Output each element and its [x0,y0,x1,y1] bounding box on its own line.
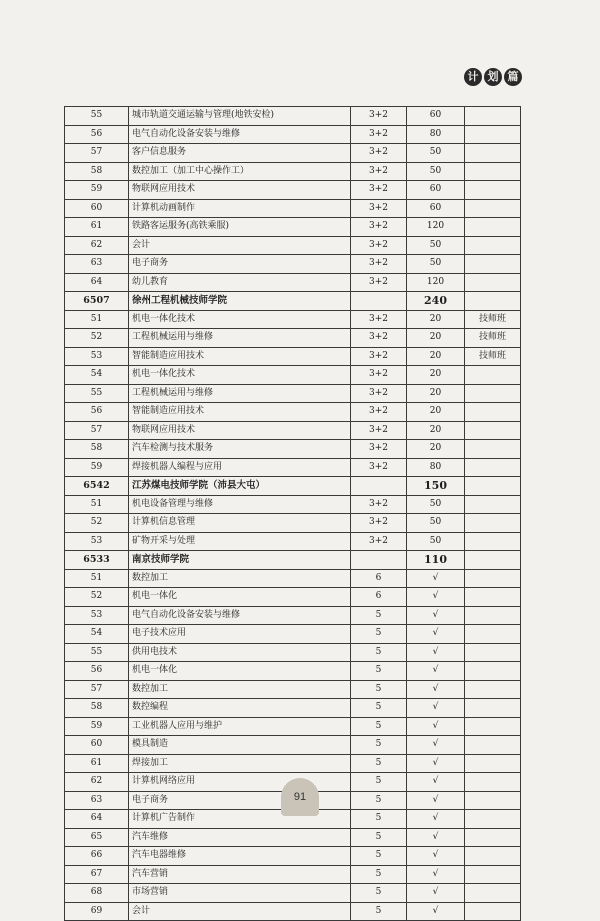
system-cell: 5 [351,773,407,792]
quota-cell: √ [407,810,465,829]
system-cell: 3+2 [351,495,407,514]
note-cell [465,551,521,570]
code-cell: 58 [65,440,129,459]
name-cell: 幼儿教育 [129,273,351,292]
system-cell: 3+2 [351,440,407,459]
system-cell: 5 [351,717,407,736]
quota-cell: 50 [407,236,465,255]
code-cell: 56 [65,403,129,422]
quota-cell: √ [407,717,465,736]
system-cell: 5 [351,625,407,644]
table-row [65,218,521,237]
system-cell: 3+2 [351,421,407,440]
quota-cell: √ [407,828,465,847]
code-cell: 59 [65,181,129,200]
table-row [65,902,521,921]
code-cell: 69 [65,902,129,921]
school-row [65,551,521,570]
system-cell [351,551,407,570]
quota-cell: 60 [407,181,465,200]
note-cell [465,643,521,662]
code-cell: 52 [65,588,129,607]
badge-char: 划 [484,68,502,86]
code-cell: 6533 [65,551,129,570]
name-cell: 焊接加工 [129,754,351,773]
note-cell [465,236,521,255]
name-cell: 汽车营销 [129,865,351,884]
code-cell: 63 [65,791,129,810]
system-cell: 3+2 [351,403,407,422]
code-cell: 67 [65,865,129,884]
code-cell: 60 [65,736,129,755]
table-row [65,884,521,903]
name-cell: 供用电技术 [129,643,351,662]
table-row [65,606,521,625]
name-cell: 工业机器人应用与维护 [129,717,351,736]
table-row [65,569,521,588]
name-cell: 计算机网络应用 [129,773,351,792]
code-cell: 6542 [65,477,129,496]
system-cell: 3+2 [351,255,407,274]
code-cell: 54 [65,625,129,644]
system-cell: 3+2 [351,273,407,292]
note-cell [465,218,521,237]
system-cell: 3+2 [351,458,407,477]
name-cell: 汽车检测与技术服务 [129,440,351,459]
note-cell [465,273,521,292]
quota-cell: 50 [407,144,465,163]
quota-cell: 20 [407,384,465,403]
code-cell: 51 [65,310,129,329]
system-cell: 5 [351,828,407,847]
quota-cell: 20 [407,440,465,459]
table-row [65,699,521,718]
section-badge [462,64,524,90]
note-cell: 技师班 [465,347,521,366]
system-cell: 3+2 [351,181,407,200]
table-row [65,310,521,329]
name-cell: 工程机械运用与维修 [129,384,351,403]
system-cell: 5 [351,847,407,866]
quota-cell: √ [407,865,465,884]
quota-cell: 50 [407,255,465,274]
quota-cell: √ [407,773,465,792]
note-cell [465,754,521,773]
code-cell: 58 [65,162,129,181]
name-cell: 机电一体化技术 [129,366,351,385]
system-cell: 5 [351,736,407,755]
table-row [65,366,521,385]
quota-cell: 20 [407,403,465,422]
table-row [65,847,521,866]
name-cell: 机电一体化技术 [129,310,351,329]
system-cell: 3+2 [351,384,407,403]
table-row [65,107,521,126]
quota-cell: √ [407,643,465,662]
table-row [65,199,521,218]
system-cell [351,477,407,496]
quota-cell: √ [407,662,465,681]
note-cell [465,366,521,385]
quota-cell: √ [407,699,465,718]
quota-cell: 80 [407,458,465,477]
note-cell [465,514,521,533]
system-cell: 3+2 [351,347,407,366]
quota-cell: 20 [407,310,465,329]
table-row [65,347,521,366]
quota-cell: 20 [407,366,465,385]
table-row [65,495,521,514]
quota-cell: 50 [407,514,465,533]
code-cell: 62 [65,236,129,255]
note-cell [465,458,521,477]
school-row [65,292,521,311]
note-cell [465,199,521,218]
quota-cell: √ [407,884,465,903]
name-cell: 焊接机器人编程与应用 [129,458,351,477]
system-cell: 3+2 [351,125,407,144]
note-cell [465,144,521,163]
quota-cell: 60 [407,199,465,218]
table-row [65,625,521,644]
name-cell: 物联网应用技术 [129,421,351,440]
quota-cell: 50 [407,162,465,181]
system-cell: 5 [351,902,407,921]
code-cell: 6507 [65,292,129,311]
note-cell [465,606,521,625]
code-cell: 64 [65,273,129,292]
table-row [65,403,521,422]
code-cell: 61 [65,754,129,773]
table-row [65,181,521,200]
quota-cell: 60 [407,107,465,126]
code-cell: 59 [65,717,129,736]
name-cell: 模具制造 [129,736,351,755]
note-cell [465,292,521,311]
table-row [65,717,521,736]
code-cell: 58 [65,699,129,718]
quota-cell: √ [407,680,465,699]
system-cell: 3+2 [351,366,407,385]
code-cell: 56 [65,125,129,144]
note-cell [465,384,521,403]
code-cell: 55 [65,384,129,403]
note-cell [465,717,521,736]
quota-cell: 20 [407,421,465,440]
name-cell: 工程机械运用与维修 [129,329,351,348]
table-row [65,736,521,755]
quota-cell: √ [407,588,465,607]
system-cell: 3+2 [351,107,407,126]
table-row [65,162,521,181]
note-cell [465,162,521,181]
badge-char: 篇 [504,68,522,86]
note-cell [465,255,521,274]
note-cell [465,699,521,718]
table-row [65,588,521,607]
table-row [65,329,521,348]
system-cell: 3+2 [351,310,407,329]
code-cell: 54 [65,366,129,385]
quota-cell: √ [407,902,465,921]
name-cell: 数控加工 [129,569,351,588]
note-cell: 技师班 [465,310,521,329]
note-cell [465,403,521,422]
code-cell: 65 [65,828,129,847]
code-cell: 66 [65,847,129,866]
system-cell: 5 [351,884,407,903]
system-cell [351,292,407,311]
name-cell: 矿物开采与处理 [129,532,351,551]
code-cell: 53 [65,347,129,366]
name-cell: 数控加工（加工中心操作工） [129,162,351,181]
quota-cell: 120 [407,273,465,292]
note-cell [465,495,521,514]
code-cell: 55 [65,643,129,662]
code-cell: 56 [65,662,129,681]
name-cell: 智能制造应用技术 [129,403,351,422]
system-cell: 5 [351,699,407,718]
note-cell [465,773,521,792]
school-row [65,477,521,496]
table-row [65,125,521,144]
code-cell: 57 [65,144,129,163]
code-cell: 57 [65,680,129,699]
code-cell: 60 [65,199,129,218]
note-cell [465,107,521,126]
note-cell [465,181,521,200]
quota-cell: √ [407,754,465,773]
table-row [65,458,521,477]
quota-cell: 20 [407,347,465,366]
code-cell: 61 [65,218,129,237]
code-cell: 62 [65,773,129,792]
system-cell: 3+2 [351,532,407,551]
quota-cell: 110 [407,551,465,570]
system-cell: 3+2 [351,329,407,348]
table-row [65,384,521,403]
note-cell [465,902,521,921]
name-cell: 数控编程 [129,699,351,718]
name-cell: 电气自动化设备安装与维修 [129,125,351,144]
system-cell: 3+2 [351,514,407,533]
name-cell: 会计 [129,902,351,921]
note-cell [465,865,521,884]
note-cell: 技师班 [465,329,521,348]
note-cell [465,588,521,607]
quota-cell: √ [407,736,465,755]
code-cell: 63 [65,255,129,274]
name-cell: 机电设备管理与维修 [129,495,351,514]
quota-cell: √ [407,791,465,810]
name-cell: 计算机广告制作 [129,810,351,829]
name-cell: 铁路客运服务(高铁乘服) [129,218,351,237]
note-cell [465,736,521,755]
quota-cell: 20 [407,329,465,348]
quota-cell: 80 [407,125,465,144]
page-number: 91 [281,778,319,816]
table-row [65,273,521,292]
quota-cell: √ [407,569,465,588]
table-row [65,255,521,274]
quota-cell: 150 [407,477,465,496]
name-cell: 电子商务 [129,255,351,274]
name-cell: 南京技师学院 [129,551,351,570]
name-cell: 物联网应用技术 [129,181,351,200]
note-cell [465,810,521,829]
system-cell: 3+2 [351,199,407,218]
quota-cell: √ [407,847,465,866]
name-cell: 机电一体化 [129,588,351,607]
note-cell [465,847,521,866]
name-cell: 智能制造应用技术 [129,347,351,366]
name-cell: 电子商务 [129,791,351,810]
table-row [65,440,521,459]
system-cell: 6 [351,588,407,607]
table-row [65,680,521,699]
note-cell [465,532,521,551]
note-cell [465,569,521,588]
name-cell: 市场营销 [129,884,351,903]
name-cell: 数控加工 [129,680,351,699]
note-cell [465,440,521,459]
badge-char: 计 [464,68,482,86]
code-cell: 55 [65,107,129,126]
quota-cell: 120 [407,218,465,237]
code-cell: 51 [65,495,129,514]
code-cell: 64 [65,810,129,829]
code-cell: 59 [65,458,129,477]
system-cell: 3+2 [351,144,407,163]
table-row [65,865,521,884]
quota-cell: 50 [407,532,465,551]
system-cell: 6 [351,569,407,588]
table-row [65,236,521,255]
note-cell [465,662,521,681]
note-cell [465,884,521,903]
note-cell [465,125,521,144]
table-row [65,144,521,163]
note-cell [465,791,521,810]
quota-cell: 50 [407,495,465,514]
code-cell: 51 [65,569,129,588]
name-cell: 机电一体化 [129,662,351,681]
table-row [65,421,521,440]
system-cell: 5 [351,810,407,829]
system-cell: 3+2 [351,162,407,181]
system-cell: 5 [351,754,407,773]
name-cell: 计算机信息管理 [129,514,351,533]
name-cell: 城市轨道交通运输与管理(地铁安检) [129,107,351,126]
system-cell: 5 [351,606,407,625]
note-cell [465,625,521,644]
name-cell: 客户信息服务 [129,144,351,163]
code-cell: 53 [65,532,129,551]
quota-cell: 240 [407,292,465,311]
note-cell [465,680,521,699]
code-cell: 52 [65,514,129,533]
note-cell [465,828,521,847]
system-cell: 3+2 [351,218,407,237]
table-row [65,532,521,551]
quota-cell: √ [407,625,465,644]
table-row [65,828,521,847]
code-cell: 68 [65,884,129,903]
note-cell [465,421,521,440]
name-cell: 计算机动画制作 [129,199,351,218]
table-row [65,514,521,533]
name-cell: 汽车电器维修 [129,847,351,866]
code-cell: 53 [65,606,129,625]
name-cell: 会计 [129,236,351,255]
name-cell: 电气自动化设备安装与维修 [129,606,351,625]
name-cell: 电子技术应用 [129,625,351,644]
system-cell: 5 [351,791,407,810]
note-cell [465,477,521,496]
table-row [65,643,521,662]
code-cell: 52 [65,329,129,348]
table-row [65,754,521,773]
name-cell: 江苏煤电技师学院（沛县大屯） [129,477,351,496]
system-cell: 5 [351,865,407,884]
name-cell: 汽车维修 [129,828,351,847]
name-cell: 徐州工程机械技师学院 [129,292,351,311]
code-cell: 57 [65,421,129,440]
table-row [65,662,521,681]
system-cell: 5 [351,643,407,662]
system-cell: 5 [351,680,407,699]
system-cell: 3+2 [351,236,407,255]
system-cell: 5 [351,662,407,681]
quota-cell: √ [407,606,465,625]
